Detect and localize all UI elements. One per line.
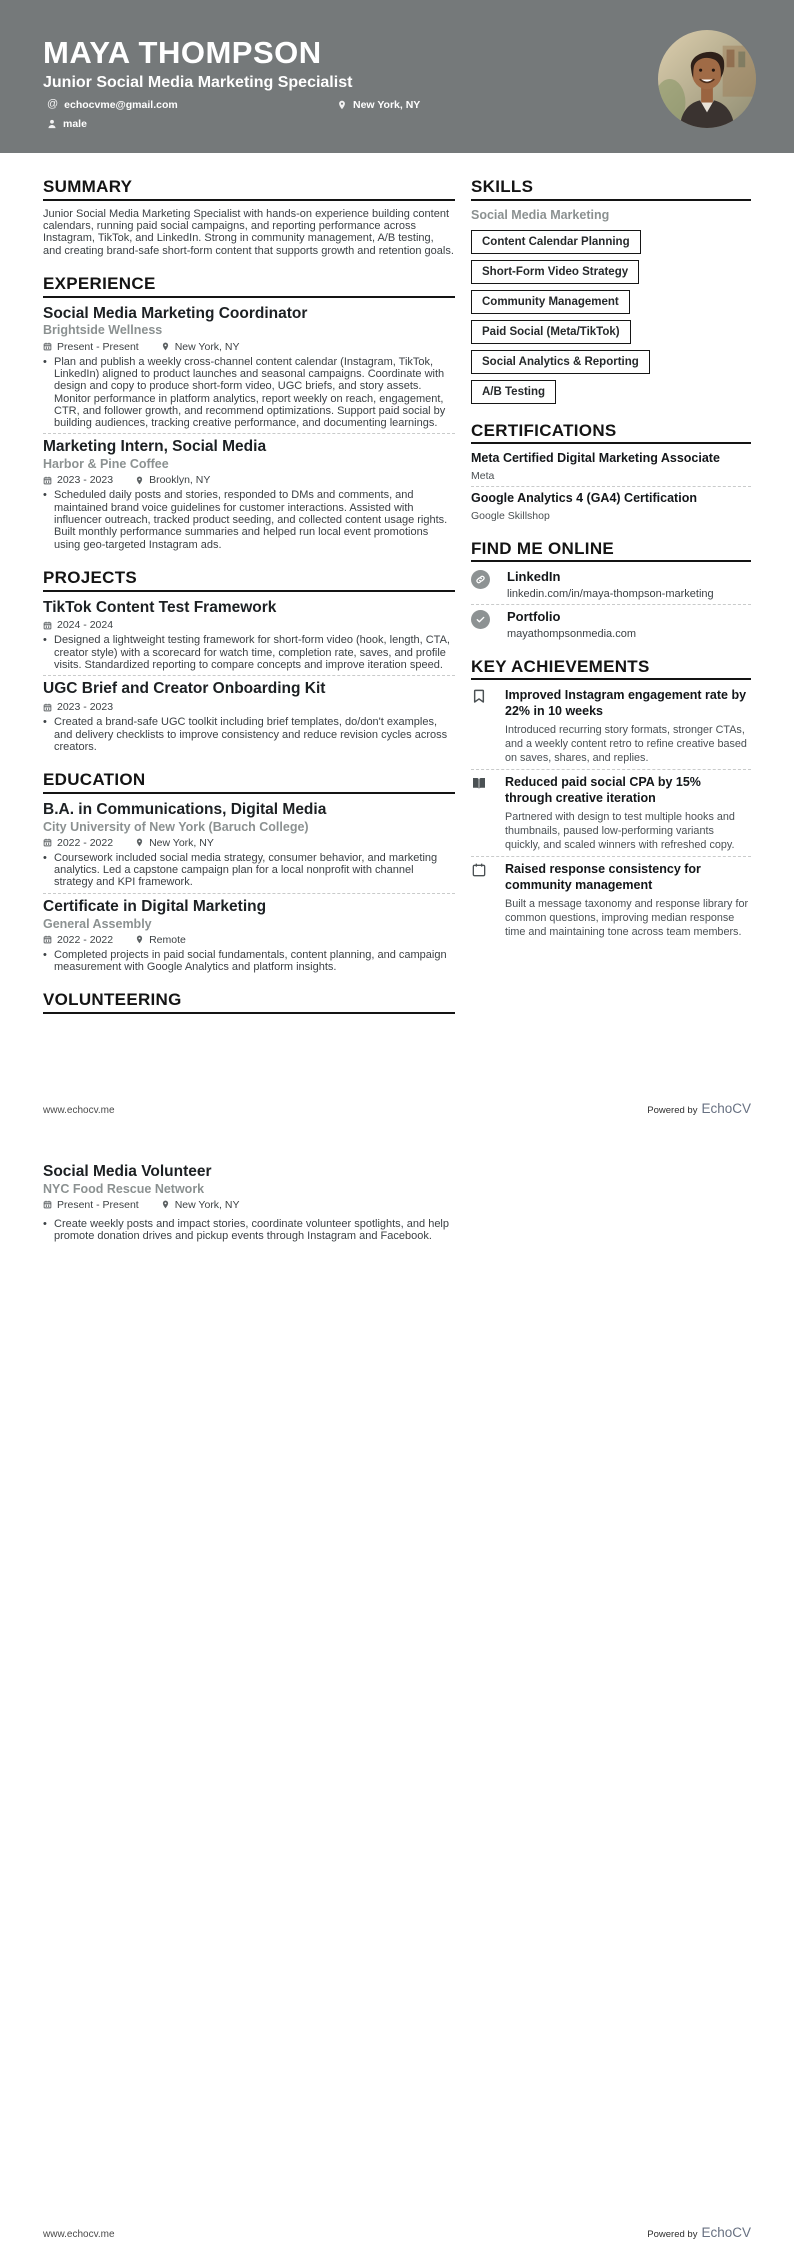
- achievement-description: Introduced recurring story formats, stronger CTAs, and a weekly content retro to refine creative based on saves, shares, and replies.: [505, 724, 747, 765]
- location-text: New York, NY: [353, 98, 421, 111]
- summary-text: Junior Social Media Marketing Specialist with hands-on experience building content calendars, running paid social campaigns, and reporting performance across Instagram, TikTok, and LinkedIn. Strong in community management, A/B testing, and creating brand-safe short-form content that supports growth and retention goals.: [43, 207, 454, 257]
- education-dates: 2022 - 2022: [43, 837, 113, 849]
- skill-chip: A/B Testing: [471, 380, 556, 404]
- project-dates: 2023 - 2023: [43, 701, 113, 713]
- degree-title: B.A. in Communications, Digital Media: [43, 800, 327, 818]
- school-name: General Assembly: [43, 916, 152, 931]
- education-item: [43, 801, 455, 889]
- project-meta: [43, 619, 455, 631]
- skill-chip: Paid Social (Meta/TikTok): [471, 320, 631, 344]
- certification-name: Google Analytics 4 (GA4) Certification: [471, 491, 697, 505]
- education-dates: 2022 - 2022: [43, 934, 113, 946]
- skill-category: Social Media Marketing: [471, 207, 610, 222]
- pin-icon: [337, 100, 347, 110]
- certifications-section: [471, 422, 751, 522]
- powered-by: Powered by EchoCV: [647, 1101, 751, 1116]
- page2-footer: [43, 2224, 751, 2242]
- online-profile-item: [471, 609, 751, 640]
- find-me-online-section: [471, 540, 751, 640]
- summary-section: [43, 178, 455, 257]
- pin-icon: [161, 1200, 170, 1209]
- at-icon: @: [47, 98, 59, 111]
- key-achievements-heading: KEY ACHIEVEMENTS: [471, 658, 751, 681]
- experience-item: [43, 438, 455, 551]
- volunteer-dates: Present - Present: [43, 1199, 139, 1211]
- volunteering-heading: VOLUNTEERING: [43, 991, 455, 1014]
- skill-chip: Social Analytics & Reporting: [471, 350, 650, 374]
- education-meta: [43, 837, 455, 849]
- experience-item: [43, 305, 455, 430]
- profile-label: LinkedIn: [507, 569, 561, 585]
- school-name: City University of New York (Baruch College): [43, 819, 309, 834]
- calendar-icon: [43, 621, 52, 630]
- page1-footer: [43, 1100, 751, 1118]
- project-item: [43, 680, 455, 753]
- experience-heading: EXPERIENCE: [43, 275, 455, 298]
- certification-item: [471, 491, 751, 522]
- summary-heading: SUMMARY: [43, 178, 455, 201]
- job-dates: Present - Present: [43, 341, 139, 353]
- online-profile-item: [471, 569, 751, 600]
- contact-row-2: [43, 118, 751, 130]
- bookmark-icon: [471, 687, 489, 765]
- open-book-icon: [471, 774, 489, 852]
- skill-chip: Community Management: [471, 290, 630, 314]
- job-meta: [43, 474, 455, 486]
- company-name: Brightside Wellness: [43, 323, 163, 338]
- certifications-heading: CERTIFICATIONS: [471, 422, 751, 445]
- job-meta: [43, 341, 455, 353]
- calendar-icon: [43, 935, 52, 944]
- degree-title: Certificate in Digital Marketing: [43, 897, 267, 915]
- bullet-point: • Plan and publish a weekly cross-channel content calendar (Instagram, TikTok, LinkedIn) aligned to product launches and seasonal campaigns. Coordinate with design and copy to produce short-form video, UGC briefs, and story assets. Monitor performance in platform analytics, report weekly on reach, engagement, CTR, and follower growth, and recommend optimizations. Support paid social by building audiences, tracking creative performance, and documenting learnings.: [43, 356, 455, 430]
- skills-section: [471, 178, 751, 404]
- education-location: Remote: [135, 934, 186, 946]
- gender-text: male: [63, 117, 87, 130]
- profile-url[interactable]: mayathompsonmedia.com: [507, 627, 637, 640]
- gender-contact: [47, 118, 87, 130]
- echocv-brand: EchoCV: [701, 1101, 751, 1116]
- job-title: Social Media Marketing Coordinator: [43, 304, 308, 322]
- project-title: TikTok Content Test Framework: [43, 598, 277, 616]
- powered-by: Powered by EchoCV: [647, 2225, 751, 2240]
- calendar-icon: [471, 861, 489, 939]
- certification-issuer: Google Skillshop: [471, 509, 550, 522]
- contact-row-1: [43, 99, 751, 111]
- projects-heading: PROJECTS: [43, 569, 455, 592]
- volunteering-item: [43, 1163, 455, 1243]
- bullet-point: • Created a brand-safe UGC toolkit including brief templates, do/don't examples, and delivery checklists to improve consistency and reduce revision cycles across creators.: [43, 716, 455, 753]
- project-title: UGC Brief and Creator Onboarding Kit: [43, 680, 326, 698]
- certification-issuer: Meta: [471, 470, 495, 482]
- volunteer-location: New York, NY: [161, 1199, 240, 1211]
- email-contact: [47, 99, 337, 111]
- footer-site-url[interactable]: www.echocv.me: [43, 2229, 115, 2240]
- volunteer-meta: [43, 1199, 455, 1211]
- calendar-icon: [43, 342, 52, 351]
- calendar-icon: [43, 476, 52, 485]
- bullet-point: • Designed a lightweight testing framework for short-form video (hook, length, CTA, creator style) with a scorecard for watch time, completion rate, saves, and profile visits. Standardized reporting to compare concepts and improve iteration speed.: [43, 634, 455, 671]
- link-icon: [471, 570, 490, 589]
- certification-item: [471, 451, 751, 482]
- volunteer-org: NYC Food Rescue Network: [43, 1181, 205, 1196]
- pin-icon: [135, 935, 144, 944]
- pin-icon: [135, 838, 144, 847]
- company-name: Harbor & Pine Coffee: [43, 457, 169, 472]
- profile-url[interactable]: linkedin.com/in/maya-thompson-marketing: [507, 587, 714, 600]
- pin-icon: [135, 476, 144, 485]
- person-icon: [47, 119, 57, 129]
- achievement-title: Improved Instagram engagement rate by 22% in 10 weeks: [505, 688, 747, 719]
- calendar-icon: [43, 703, 52, 712]
- certification-name: Meta Certified Digital Marketing Associate: [471, 451, 720, 466]
- education-heading: EDUCATION: [43, 771, 455, 794]
- achievement-description: Partnered with design to test multiple hooks and thumbnails, paused low-performing variants quickly, and scaled winners with refreshed copy.: [505, 811, 735, 852]
- divider: [471, 604, 751, 605]
- divider: [43, 675, 455, 676]
- education-section: [43, 771, 455, 973]
- bullet-point: • Completed projects in paid social fundamentals, content planning, and campaign measurement with Google Analytics and platform insights.: [43, 949, 455, 974]
- profile-label: Portfolio: [507, 608, 561, 624]
- footer-site-url[interactable]: www.echocv.me: [43, 1105, 115, 1116]
- echocv-brand: EchoCV: [701, 2225, 751, 2240]
- candidate-title: Junior Social Media Marketing Specialist: [43, 73, 353, 91]
- achievement-description: Built a message taxonomy and response library for common questions, improving median response time and maintaining tone across team members.: [505, 898, 749, 939]
- achievement-title: Raised response consistency for community management: [505, 862, 701, 893]
- email-text: echocvme@gmail.com: [64, 98, 178, 111]
- achievement-item: [471, 774, 751, 852]
- resume-body: [0, 153, 794, 1032]
- achievement-title: Reduced paid social CPA by 15% through creative iteration: [505, 775, 701, 806]
- bullet-point: • Create weekly posts and impact stories, coordinate volunteer spotlights, and help promote donation drives and pickup events through Instagram and Facebook.: [43, 1218, 455, 1243]
- job-location: New York, NY: [161, 341, 240, 353]
- key-achievements-section: [471, 658, 751, 940]
- right-column: [471, 178, 751, 1032]
- check-icon: [471, 610, 490, 629]
- left-column: [43, 178, 455, 1032]
- education-item: [43, 898, 455, 974]
- project-meta: [43, 701, 455, 713]
- divider: [471, 856, 751, 857]
- pin-icon: [161, 342, 170, 351]
- calendar-icon: [43, 1200, 52, 1209]
- project-item: [43, 599, 455, 672]
- education-location: New York, NY: [135, 837, 214, 849]
- location-contact: [337, 99, 420, 111]
- divider: [471, 486, 751, 487]
- divider: [43, 433, 455, 434]
- volunteer-title: Social Media Volunteer: [43, 1163, 212, 1180]
- resume-header: [0, 0, 794, 153]
- bullet-point: • Scheduled daily posts and stories, responded to DMs and comments, and maintained brand voice guidelines for customer interactions. Assisted with influencer outreach, tracked product seeding, and collected content usage rights. Built monthly performance summaries and helped run local event promotions using geo-targeted Instagram ads.: [43, 489, 455, 551]
- calendar-icon: [43, 838, 52, 847]
- project-dates: 2024 - 2024: [43, 619, 113, 631]
- experience-section: [43, 275, 455, 551]
- skill-chip: Content Calendar Planning: [471, 230, 641, 254]
- achievement-item: [471, 687, 751, 765]
- divider: [471, 769, 751, 770]
- page2-content: [43, 1163, 455, 1243]
- job-title: Marketing Intern, Social Media: [43, 438, 267, 456]
- divider: [43, 893, 455, 894]
- candidate-name: MAYA THOMPSON: [43, 35, 322, 70]
- education-meta: [43, 934, 455, 946]
- bullet-point: • Coursework included social media strategy, consumer behavior, and marketing analytics. Led a capstone campaign plan for a local nonprofit with channel strategy and KPI framework.: [43, 852, 455, 889]
- job-dates: 2023 - 2023: [43, 474, 113, 486]
- achievement-item: [471, 861, 751, 939]
- job-location: Brooklyn, NY: [135, 474, 210, 486]
- volunteering-section: [43, 991, 455, 1014]
- projects-section: [43, 569, 455, 753]
- skills-heading: SKILLS: [471, 178, 751, 201]
- profile-photo: [658, 30, 756, 128]
- find-me-online-heading: FIND ME ONLINE: [471, 540, 751, 563]
- skill-chip: Short-Form Video Strategy: [471, 260, 639, 284]
